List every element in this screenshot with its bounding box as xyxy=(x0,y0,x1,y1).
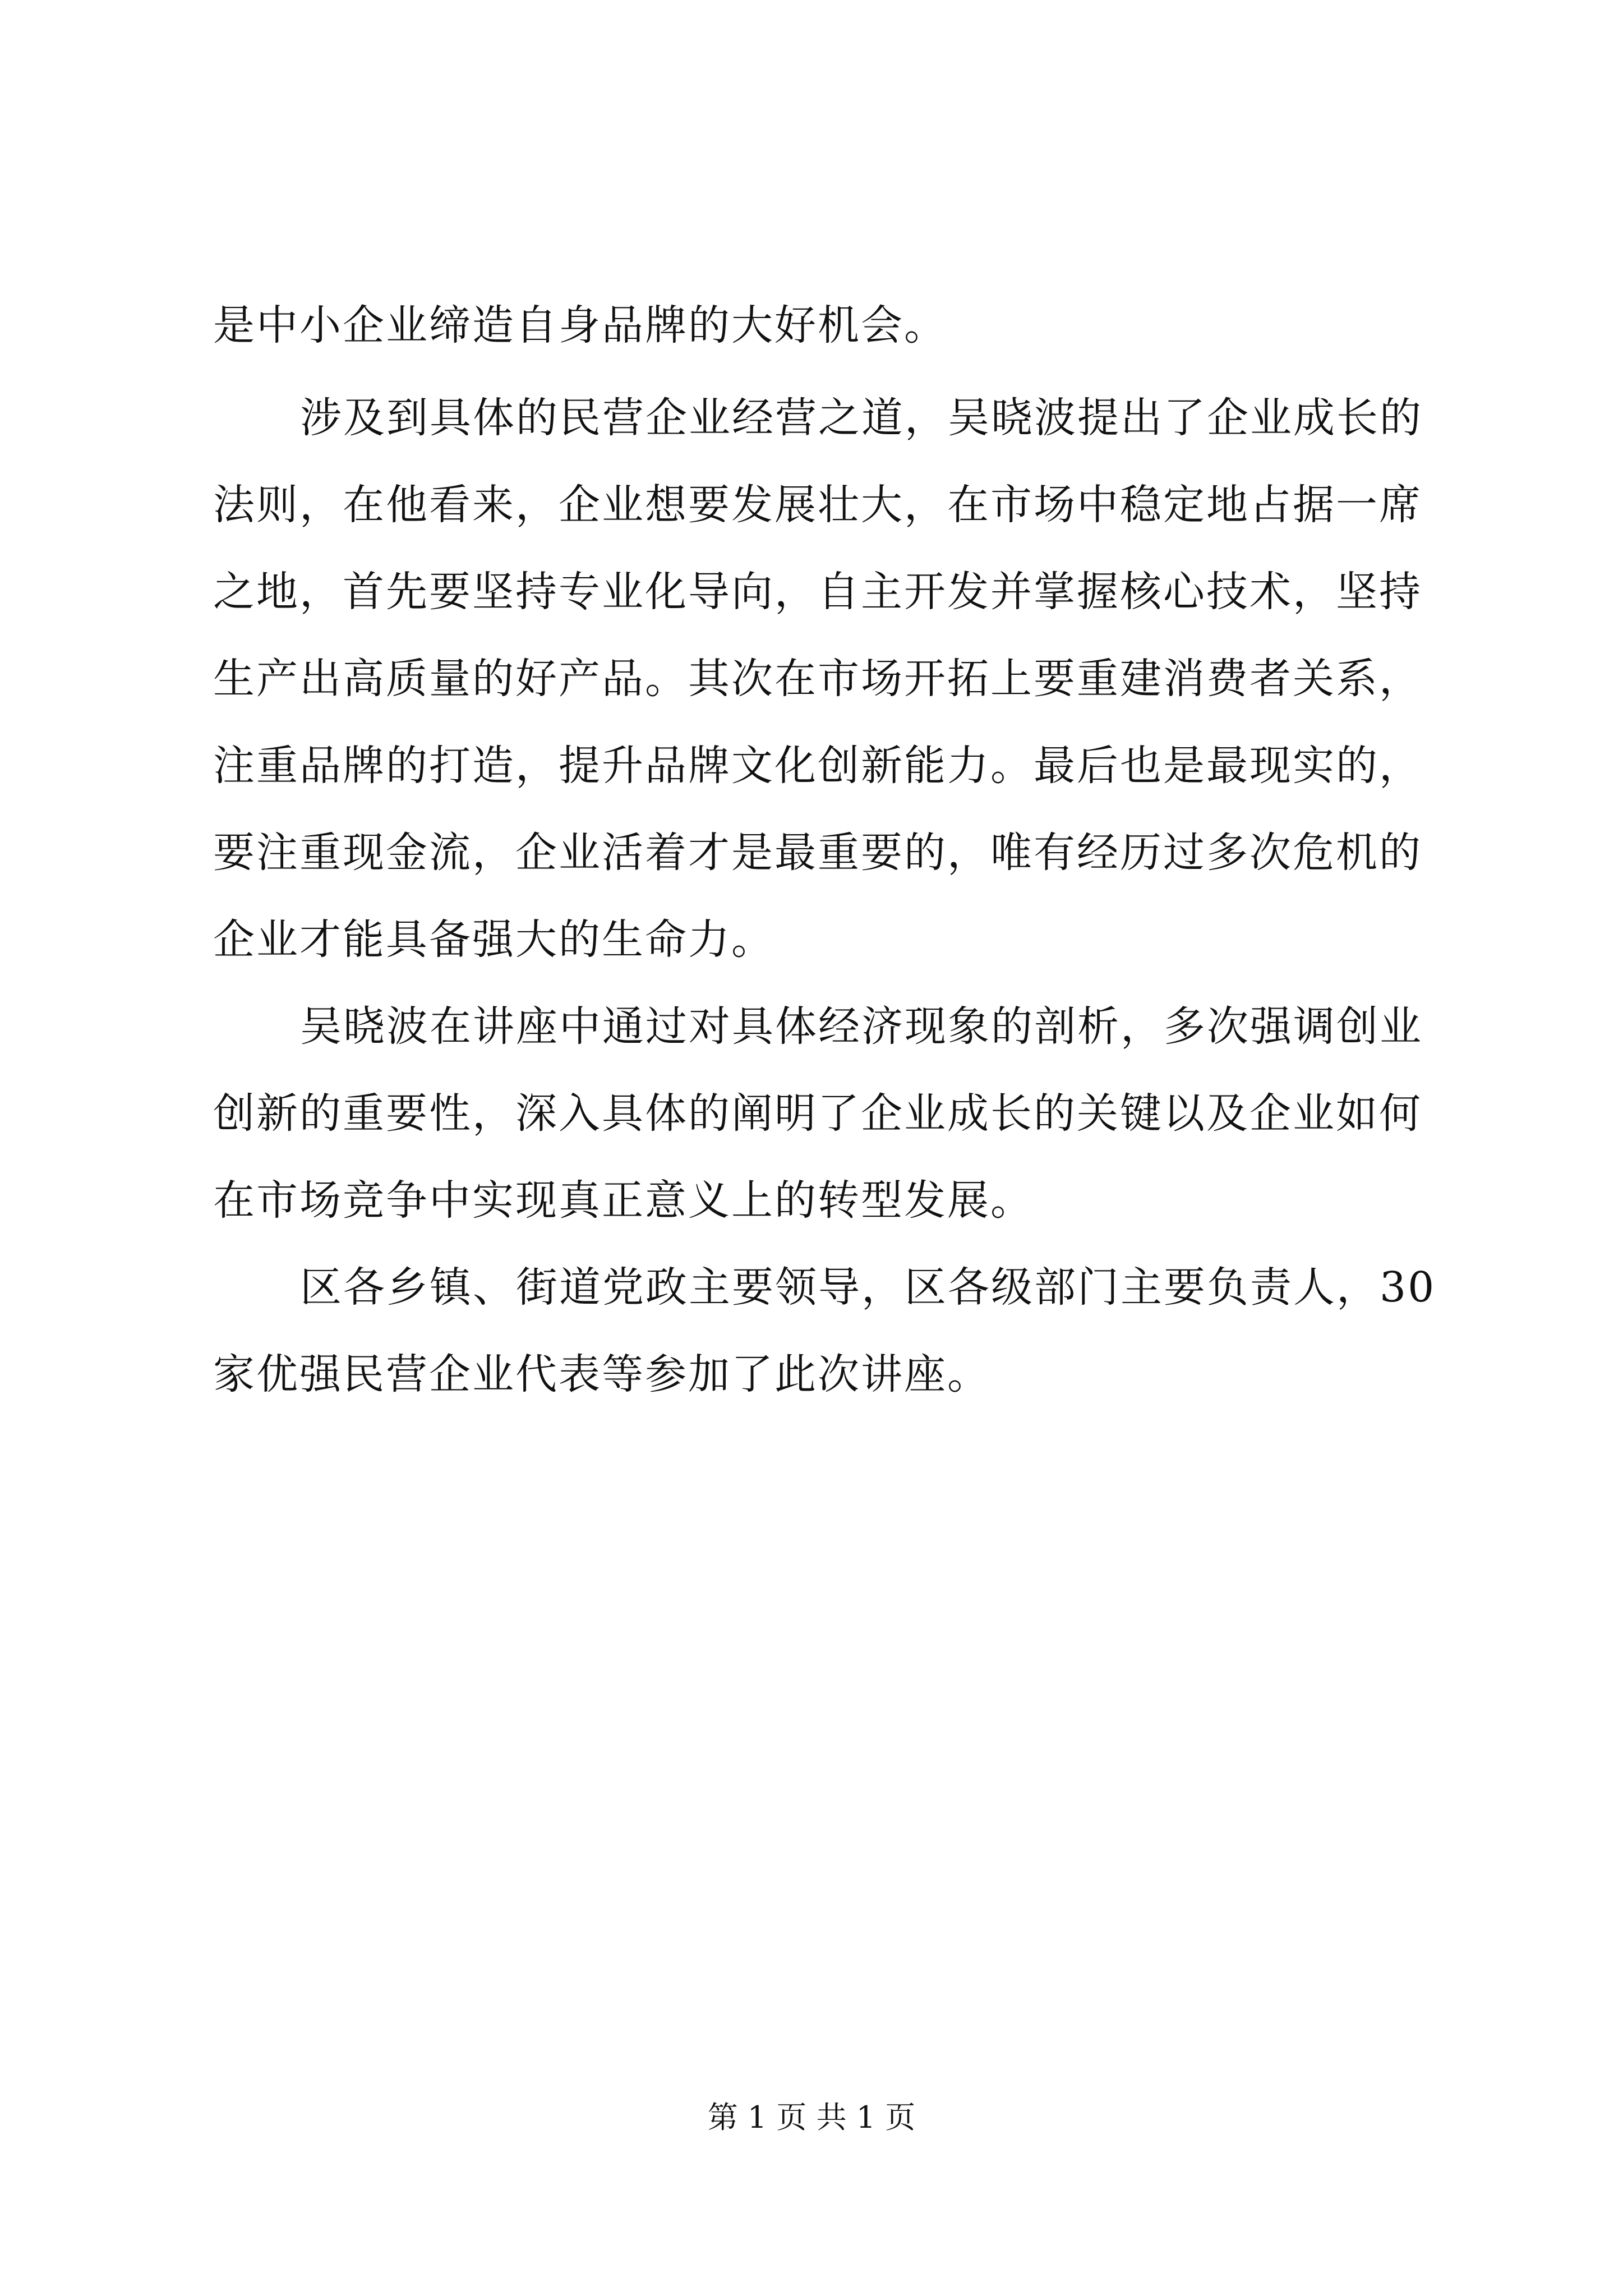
paragraph-first-line: 区各乡镇、街道党政主要领导，区各级部门主要负责人，30 xyxy=(300,1263,1436,1312)
body-line: 创新的重要性，深入具体的阐明了企业成长的关键以及企业如何 xyxy=(213,1089,1422,1138)
body-line: 生产出高质量的好产品。其次在市场开拓上要重建消费者关系， xyxy=(213,655,1422,703)
body-line: 是中小企业缔造自身品牌的大好机会。 xyxy=(213,301,947,349)
paragraph-first-line: 吴晓波在讲座中通过对具体经济现象的剖析，多次强调创业 xyxy=(300,1002,1423,1051)
paragraph-first-line: 涉及到具体的民营企业经营之道，吴晓波提出了企业成长的 xyxy=(300,394,1423,442)
body-line: 法则，在他看来，企业想要发展壮大，在市场中稳定地占据一席 xyxy=(213,481,1422,529)
body-line: 企业才能具备强大的生命力。 xyxy=(213,915,774,964)
body-line: 在市场竞争中实现真正意义上的转型发展。 xyxy=(213,1176,1034,1225)
page-number-footer: 第 1 页 共 1 页 xyxy=(707,2100,916,2135)
body-line: 家优强民营企业代表等参加了此次讲座。 xyxy=(213,1350,990,1398)
body-line: 注重品牌的打造，提升品牌文化创新能力。最后也是最现实的， xyxy=(213,742,1422,790)
body-line: 要注重现金流，企业活着才是最重要的，唯有经历过多次危机的 xyxy=(213,829,1422,877)
body-line: 之地，首先要坚持专业化导向，自主开发并掌握核心技术，坚持 xyxy=(213,568,1422,616)
